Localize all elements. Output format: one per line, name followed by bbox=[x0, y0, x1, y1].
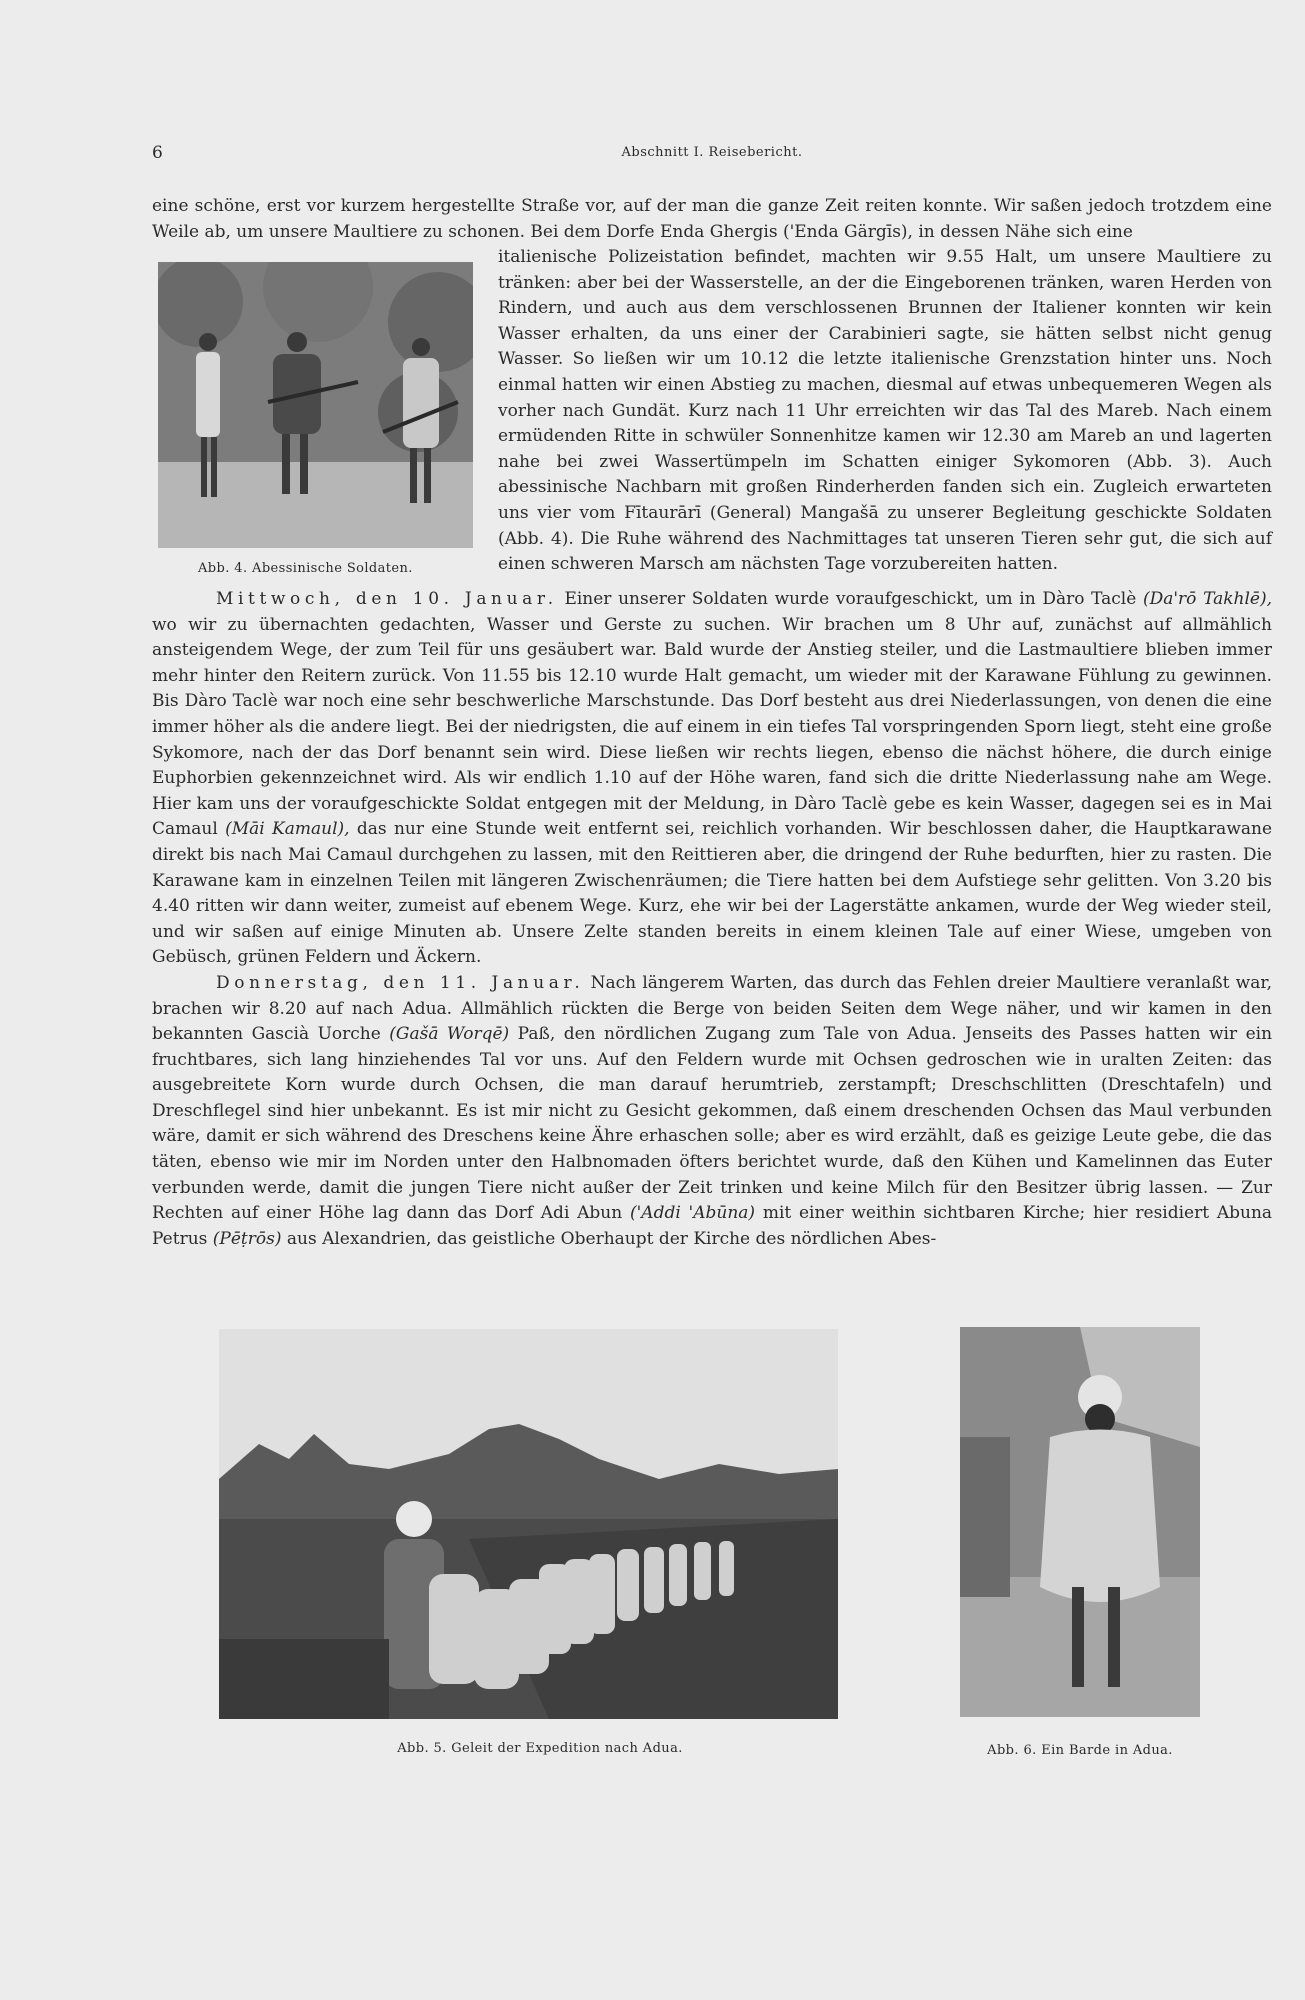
page-number: 6 bbox=[152, 143, 163, 163]
thursday-text-c: mit einer weithin sichtbaren Kirche; hier residiert Abuna Petrus bbox=[152, 1203, 1273, 1249]
intro-paragraph: eine schöne, erst vor kurzem hergestellte Straße vor, auf der man die ganze Zeit reiten konnte. Wir saßen jedoch trotzdem eine Weile ab, um unsere Maultiere zu schonen. Bei dem Dorfe Enda Ghergis ('Enda Gärgīs), in dessen Nähe sich eine bbox=[152, 196, 1272, 242]
wednesday-term-2: (Māi Kamaul), bbox=[225, 819, 350, 840]
running-title: Abschnitt I. Reisebericht. bbox=[621, 145, 803, 160]
main-body bbox=[152, 587, 1272, 1252]
thursday-term-3: (Pēṭrōs) bbox=[212, 1228, 282, 1249]
wednesday-text-c: das nur eine Stunde weit entfernt sei, reichlich vorhanden. Wir beschlossen daher, die Hauptkarawane direkt bis nach Mai Camaul durchgehen zu lassen, mit den Reittieren aber, die dringend der Ruhe bedurften, hier zu rasten. Die Karawane kam in einzelnen Teilen mit längeren Zwischenräumen; die Tiere hatten bei dem Aufstiege sehr gelitten. Von 3.20 bis 4.40 ritten wir dann weiter, zumeist auf ebenem Wege. Kurz, ehe wir bei der Lagerstätte ankamen, wurde der Weg wieder steil, und wir saßen auf einige Minuten ab. Unsere Zelte standen bereits in einem kleinen Tale auf einer Wiese, umgeben von Gebüsch, grünen Feldern und Äckern. bbox=[152, 819, 1273, 968]
figure-5-caption: Abb. 5. Geleit der Expedition nach Adua. bbox=[397, 1741, 683, 1756]
thursday-term-1: (Gašā Worqē) bbox=[389, 1024, 510, 1045]
side-column-paragraph: italienische Polizeistation befindet, machten wir 9.55 Halt, um unsere Maultiere zu tränken: aber bei der Wasserstelle, an der die Eingeborenen tränken, waren Herden von Rindern, und auch aus dem verschlossenen Brunnen der Italiener konnten wir kein Wasser erhalten, da uns einer der Carabinieri sagte, sie hätten selbst nicht genug Wasser. So ließen wir um 10.12 die letzte italienische Grenzstation hinter uns. Noch einmal hatten wir einen Abstieg zu machen, diesmal auf etwas unbequemeren Wegen als vorher nach Gundät. Kurz nach 11 Uhr erreichten wir das Tal des Mareb. Nach einem ermüdenden Ritte in schwüler Sonnenhitze kamen wir 12.30 am Mareb an und lagerten nahe bei zwei Wassertümpeln im Schatten einiger Sykomoren (Abb. 3). Auch abessinische Nachbarn mit großen Rinderherden fanden sich ein. Zugleich erwarteten uns vier vom Fītaurārī (General) Mangašā zu unserer Begleitung geschickte Soldaten (Abb. 4). Die Ruhe während des Nachmittages tat unseren Tieren sehr gut, die sich auf einen schweren Marsch am nächsten Tage vorzubereiten hatten. bbox=[498, 247, 1272, 575]
figure-6-photo bbox=[960, 1327, 1200, 1717]
figure-5-photo bbox=[219, 1329, 838, 1719]
thursday-heading: Donnerstag, den 11. Januar. bbox=[216, 972, 585, 993]
thursday-term-2: ('Addi 'Abūna) bbox=[629, 1203, 756, 1224]
thursday-text-b: Paß, den nördlichen Zugang zum Tale von Adua. Jenseits des Passes hatten wir ein fruchtbares, sich lang hinziehendes Tal vor uns. Auf den Feldern wurde mit Ochsen gedroschen wie in uralten Zeiten: das ausgebreitete Korn wurde durch Ochsen, die man darauf herumtrieb, zerstampft; Dreschschlitten (Dreschtafeln) und Dreschflegel sind hier unbekannt. Es ist mir nicht zu Gesicht gekommen, daß einem dreschenden Ochsen das Maul verbunden wäre, damit er sich während des Dreschens keine Ähre erhaschen solle; aber es wird erzählt, daß es geizige Leute gebe, die das täten, ebenso wie mir im Norden unter den Halbnomaden öfters berichtet wurde, daß den Kühen und Kamelinnen das Euter verbunden werde, damit die jungen Tiere nicht außer der Zeit trinken und keine Milch für den Besitzer übrig lassen. — Zur Rechten auf einer Höhe lag dann das Dorf Adi Abun bbox=[152, 1024, 1273, 1224]
wednesday-term-1: (Da'rō Takhlē), bbox=[1142, 589, 1273, 609]
wednesday-text-a: Einer unserer Soldaten wurde voraufgeschickt, um in Dàro Taclè bbox=[564, 589, 1137, 609]
thursday-paragraph bbox=[152, 971, 1272, 1253]
wednesday-paragraph bbox=[152, 587, 1272, 971]
figure-4-caption: Abb. 4. Abessinische Soldaten. bbox=[198, 561, 413, 576]
wednesday-heading: Mittwoch, den 10. Januar. bbox=[216, 589, 558, 609]
thursday-text-d: aus Alexandrien, das geistliche Oberhaupt der Kirche des nördlichen Abes- bbox=[286, 1228, 937, 1249]
thursday-text-a: Nach längerem Warten, das durch das Fehlen dreier Maultiere veranlaßt war, brachen wir 8.20 auf nach Adua. Allmählich rückten die Berge von beiden Seiten dem Wege näher, und wir kamen in den bekannten Gascià Uorche bbox=[152, 972, 1272, 1045]
figure-6-caption: Abb. 6. Ein Barde in Adua. bbox=[987, 1743, 1173, 1758]
page-header bbox=[152, 143, 1272, 167]
wednesday-text-b: wo wir zu übernachten gedachten, Wasser und Gerste zu suchen. Wir brachen um 8 Uhr auf, zunächst auf allmählich ansteigendem Wege, der zum Teil für uns gesäubert war. Bald wurde der Anstieg steiler, und die Lastmaultiere blieben immer mehr hinter den Reitern zurück. Von 11.55 bis 12.10 wurde Halt gemacht, um wieder mit der Karawane Fühlung zu gewinnen. Bis Dàro Taclè war noch eine sehr beschwerliche Marschstunde. Das Dorf besteht aus drei Niederlassungen, von denen die eine immer höher als die andere liegt. Bei der niedrigsten, die auf einem in ein tiefes Tal vorspringenden Sporn liegt, steht eine große Sykomore, nach der das Dorf benannt sein wird. Diese ließen wir rechts liegen, ebenso die nächst höhere, die durch einige Euphorbien gekennzeichnet wird. Als wir endlich 1.10 auf der Höhe waren, fand sich die dritte Niederlassung nahe am Wege. Hier kam uns der voraufgeschickte Soldat entgegen mit der Meldung, in Dàro Taclè gebe es kein Wasser, dagegen sei es in Mai Camaul bbox=[152, 614, 1272, 840]
figure-4-photo bbox=[158, 262, 473, 548]
